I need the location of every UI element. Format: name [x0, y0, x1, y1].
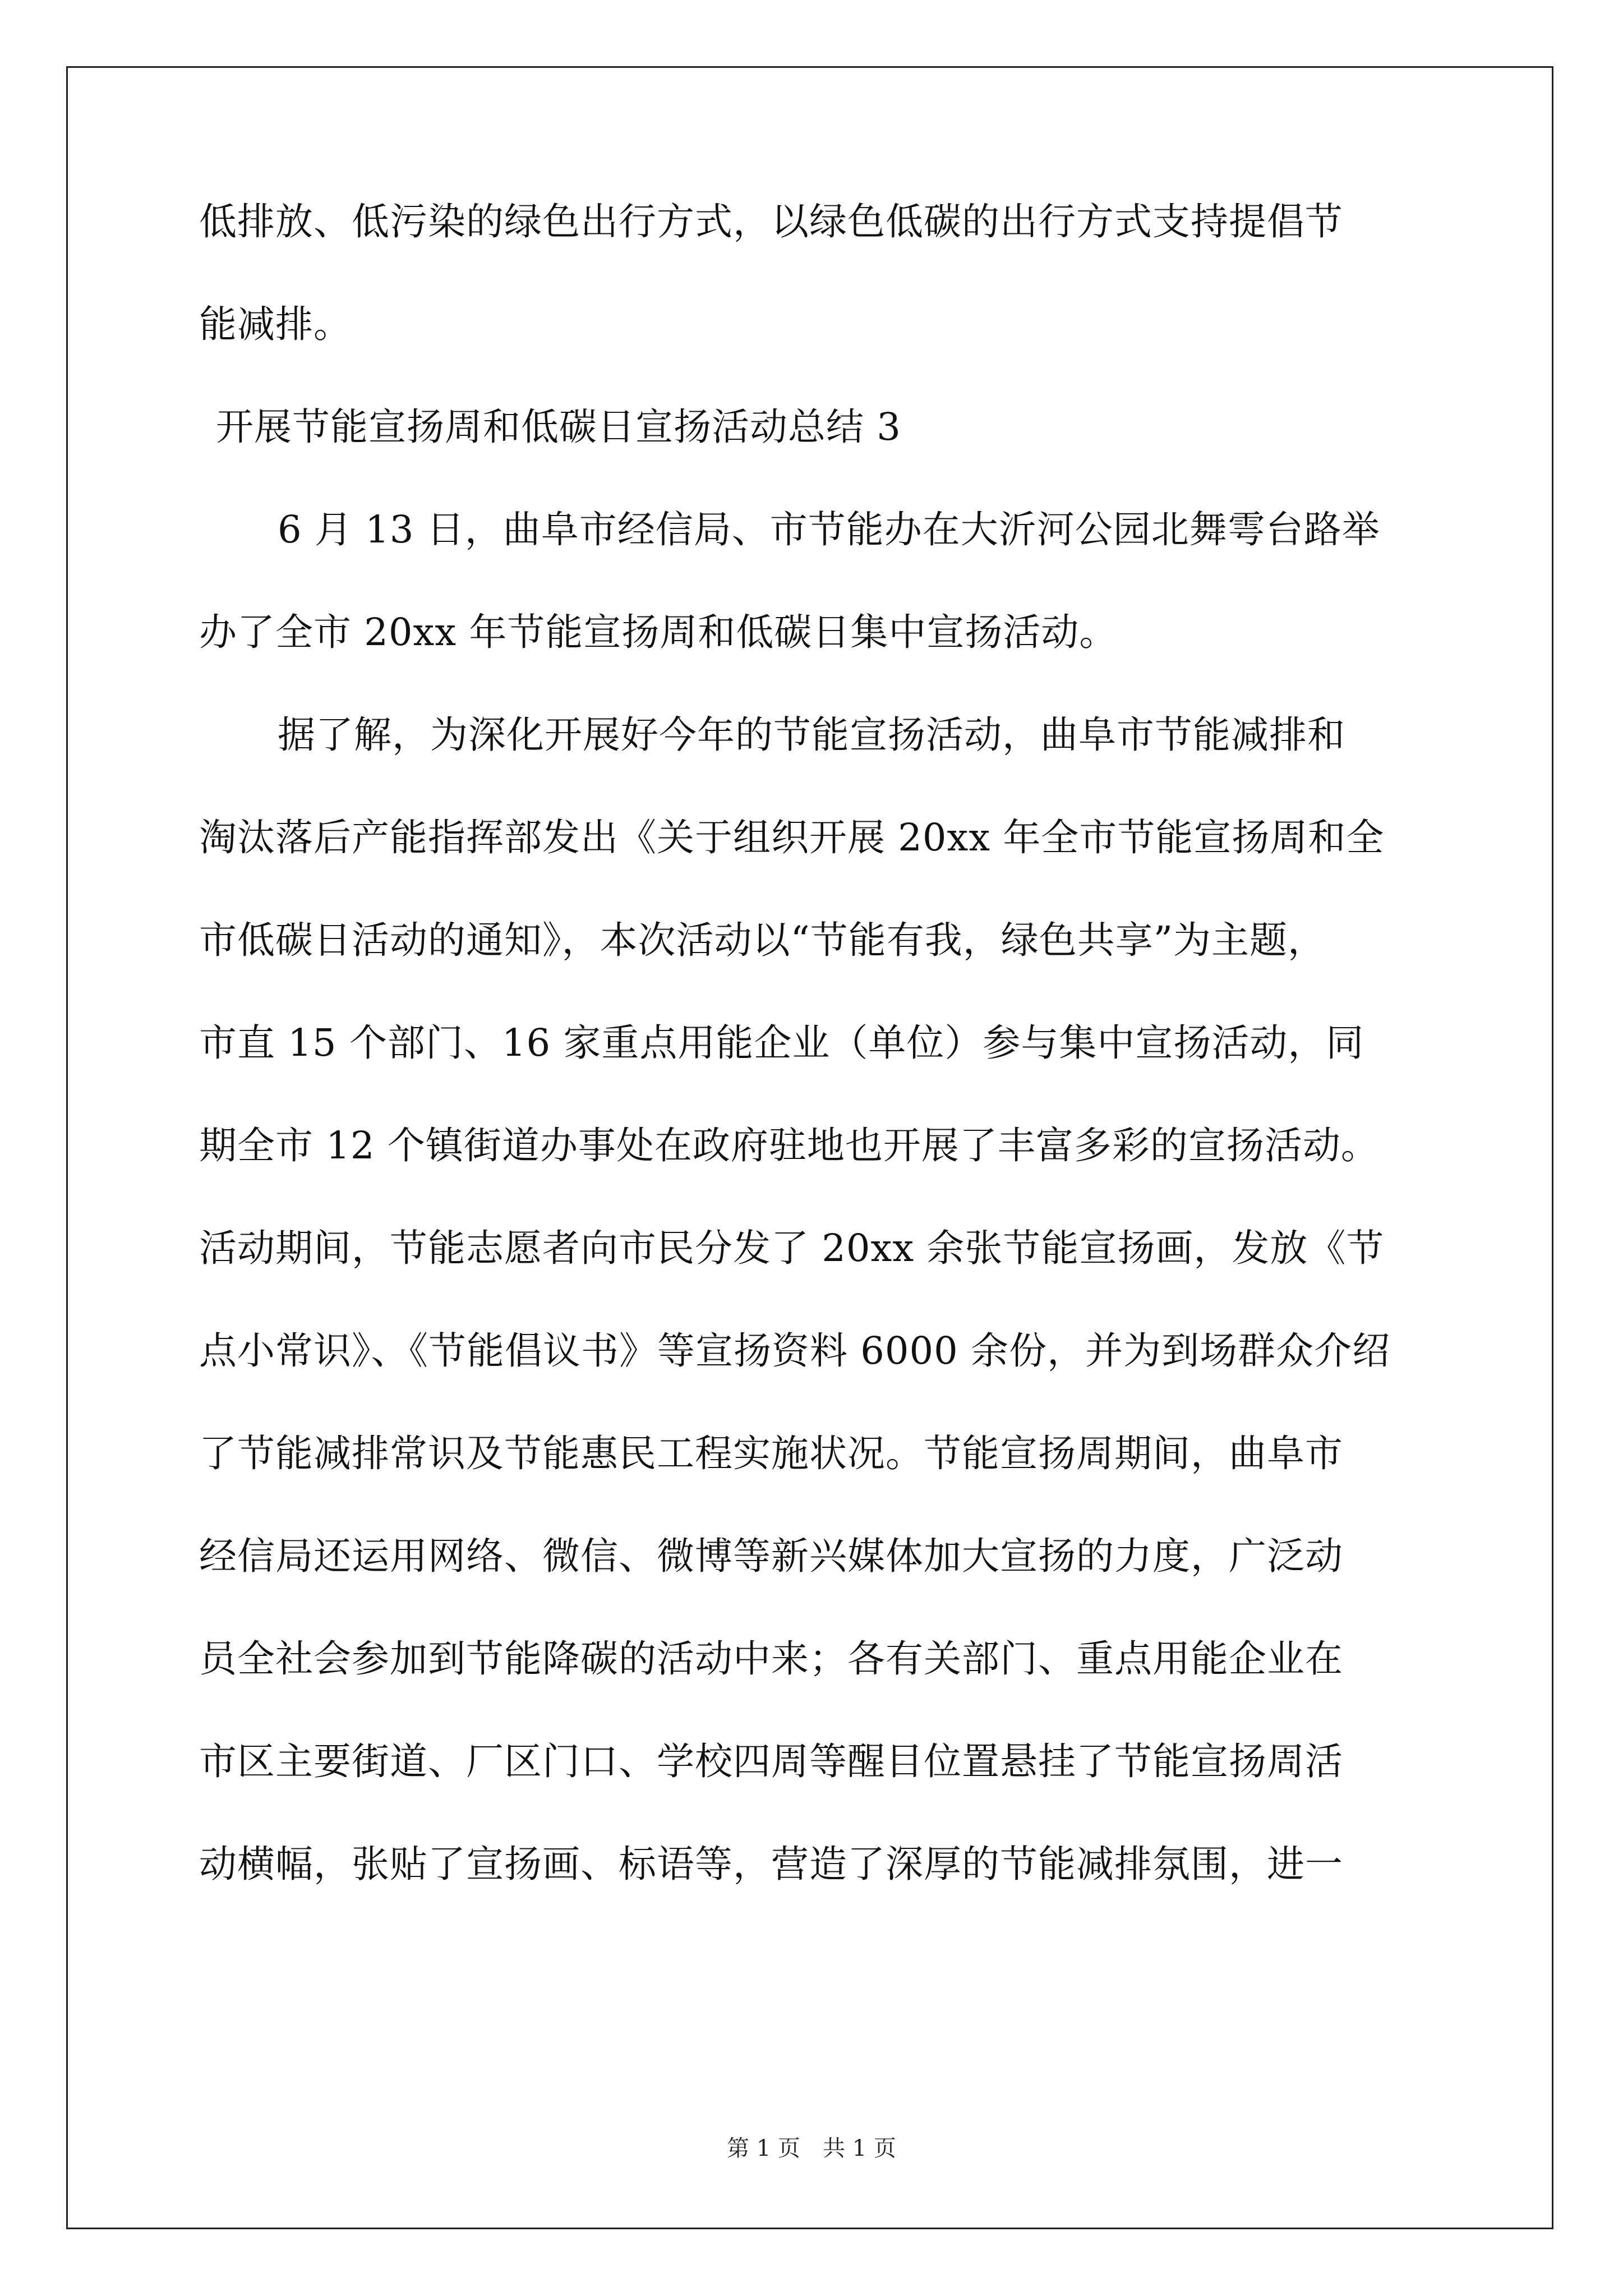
paragraph-line: 动横幅，张贴了宣扬画、标语等，营造了深厚的节能减排氛围，进一 [199, 1842, 1343, 1886]
paragraph-line: 市直 15 个部门、16 家重点用能企业（单位）参与集中宣扬活动，同 [199, 1021, 1364, 1065]
paragraph-line: 员全社会参加到节能降碳的活动中来；各有关部门、重点用能企业在 [199, 1637, 1343, 1681]
paragraph-line: 经信局还运用网络、微信、微博等新兴媒体加大宣扬的力度，广泛动 [199, 1534, 1343, 1578]
paragraph-line: 市低碳日活动的通知》，本次活动以“节能有我，绿色共享”为主题， [199, 918, 1326, 962]
paragraph-line: 低排放、低污染的绿色出行方式，以绿色低碳的出行方式支持提倡节 [199, 200, 1343, 243]
section-heading: 开展节能宣扬周和低碳日宣扬活动总结 3 [216, 405, 901, 449]
paragraph-line: 市区主要街道、厂区门口、学校四周等醒目位置悬挂了节能宣扬周活 [199, 1740, 1343, 1783]
page-footer: 第 1 页 共 1 页 [727, 2136, 896, 2161]
paragraph-line: 淘汰落后产能指挥部发出《关于组织开展 20xx 年全市节能宣扬周和全 [199, 816, 1385, 859]
paragraph-line: 据了解，为深化开展好今年的节能宣扬活动，曲阜市节能减排和 [278, 713, 1345, 757]
paragraph-line: 活动期间，节能志愿者向市民分发了 20xx 余张节能宣扬画，发放《节 [199, 1226, 1385, 1270]
paragraph-line: 期全市 12 个镇街道办事处在政府驻地也开展了丰富多彩的宣扬活动。 [199, 1124, 1379, 1167]
paragraph-line: 6 月 13 日，曲阜市经信局、市节能办在大沂河公园北舞雩台路举 [278, 508, 1380, 551]
paragraph-line: 了节能减排常识及节能惠民工程实施状况。节能宣扬周期间，曲阜市 [199, 1432, 1343, 1475]
paragraph-line: 办了全市 20xx 年节能宣扬周和低碳日集中宣扬活动。 [199, 610, 1118, 654]
paragraph-line: 点小常识》、《节能倡议书》等宣扬资料 6000 余份，并为到场群众介绍 [199, 1329, 1391, 1373]
paragraph-line: 能减排。 [199, 302, 352, 346]
